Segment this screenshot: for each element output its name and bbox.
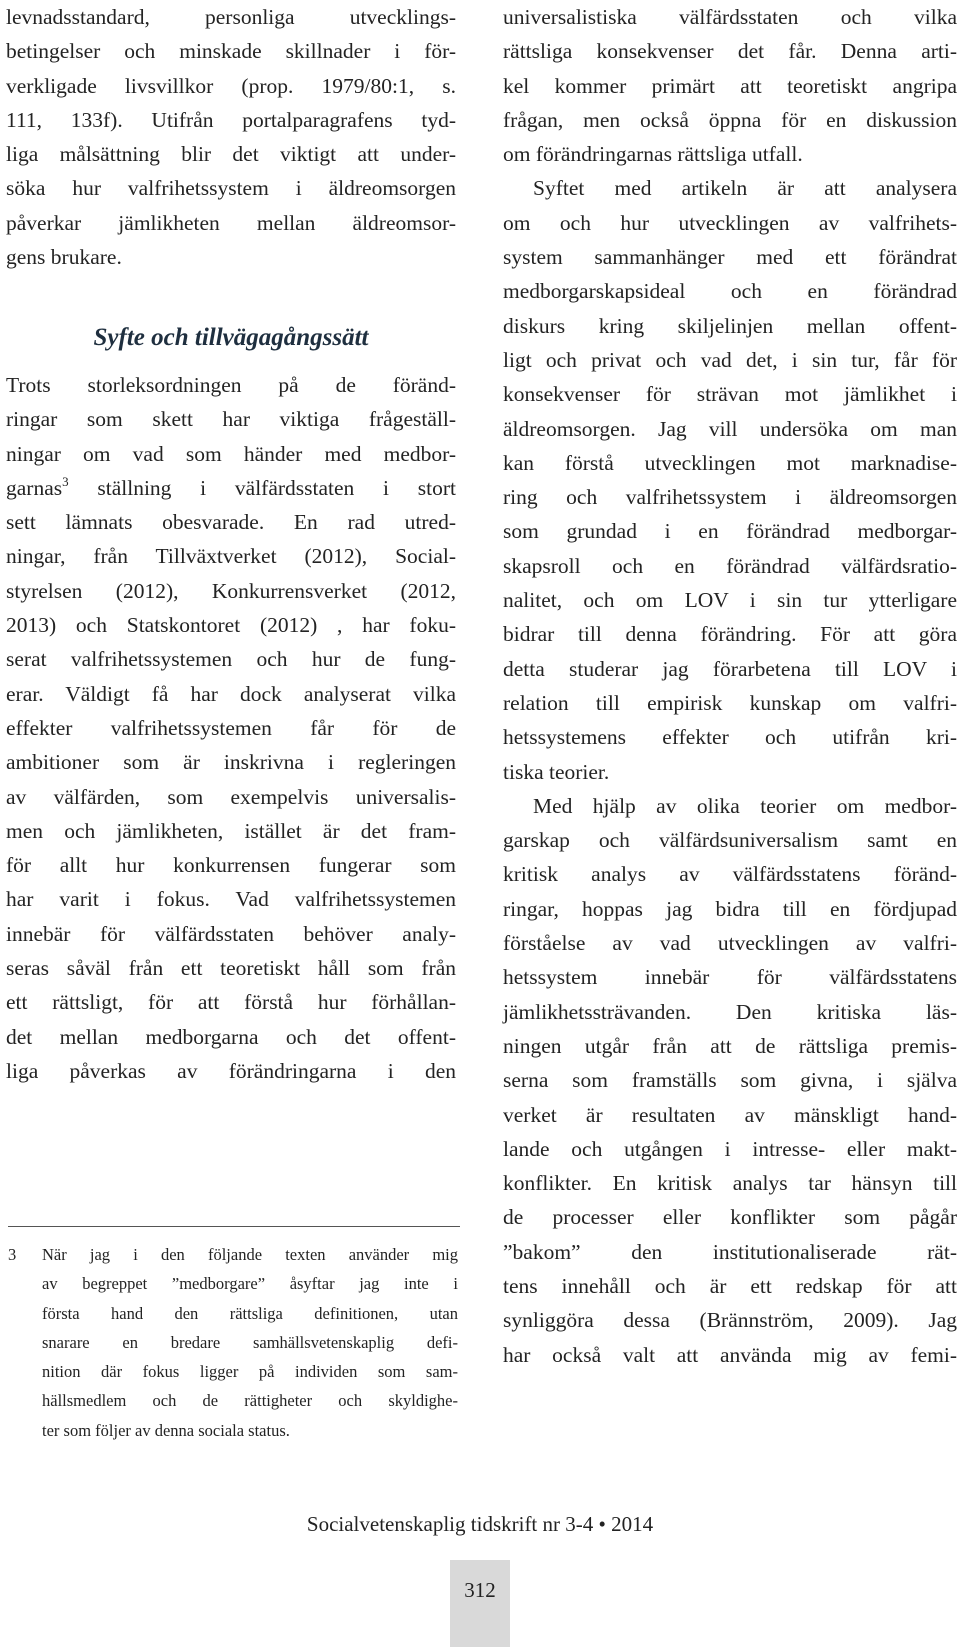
text-line: gens brukare.	[6, 245, 122, 270]
footnote-line: snarare en bredare samhällsvetenskaplig defi-	[42, 1332, 458, 1352]
text-line: ningar, från Tillväxtverket (2012), Social-	[6, 544, 456, 569]
text-line: som grundad i en förändrad medborgar-	[503, 519, 957, 544]
text-line: 111, 133f). Utifrån portalparagrafens tyd-	[6, 107, 456, 132]
text-line: universalistiska välfärdsstaten och vilka	[503, 5, 957, 29]
text-line: Med hjälp av olika teorier om medbor-	[533, 793, 957, 818]
text-line: men och jämlikheten, istället är det fram-	[6, 818, 456, 843]
footnote-line: ter som följer av denna sociala status.	[42, 1420, 290, 1440]
text-line: 2013) och Statskontoret (2012) , har foku-	[6, 613, 456, 638]
text-line: om och hur utvecklingen av valfrihets-	[503, 210, 957, 235]
text-line: seras såväl från ett teoretiskt håll som från	[6, 956, 456, 981]
text-line: hetssystemens effekter och utifrån kri-	[503, 725, 957, 750]
footnote-line: hällsmedlem och de rättigheter och skyldighe-	[42, 1391, 458, 1411]
text-line: relation till empirisk kunskap om valfri-	[503, 690, 957, 715]
text-line: effekter valfrihetssystemen får för de	[6, 715, 456, 740]
text-line: tiska teorier.	[503, 759, 610, 784]
text-line: det mellan medborgarna och det offent-	[6, 1024, 456, 1049]
footnote-number: 3	[8, 1245, 17, 1264]
footnote-line: första hand den rättsliga definitionen, utan	[42, 1303, 458, 1323]
text-line: garskap och välfärdsuniversalism samt en	[503, 828, 957, 853]
text-line: konsekvenser för strävan mot jämlikhet i	[503, 382, 957, 407]
text-line: serna som framställs som givna, i själva	[503, 1068, 957, 1093]
text-line: av välfärden, som exempelvis universalis-	[6, 784, 456, 809]
text-line: verkligade livsvillkor (prop. 1979/80:1, s.	[6, 73, 456, 98]
text-line: nalitet, och om LOV i sin tur ytterligare	[503, 588, 957, 613]
text-line: Syftet med artikeln är att analysera	[533, 176, 957, 201]
text-line: de processer eller konflikter som pågår	[503, 1205, 957, 1230]
text-line: ”bakom” den institutionaliserade rät-	[503, 1239, 957, 1264]
text-line: söka hur valfrihetssystem i äldreomsorgen	[6, 176, 456, 201]
text-line: äldreomsorgen. Jag vill undersöka om man	[503, 416, 957, 441]
text-line: detta studerar jag förarbetena till LOV i	[503, 656, 957, 681]
text-line: tens innehåll och är ett redskap för att	[503, 1273, 957, 1298]
text-line: rättsliga konsekvenser det får. Denna arti-	[503, 39, 957, 64]
text-line: kritisk analys av välfärdsstatens föränd-	[503, 862, 957, 887]
text-line: medborgarskapsideal och en förändrad	[503, 279, 957, 304]
text-line: ambitioner som är inskrivna i regleringen	[6, 750, 456, 775]
text-line: förståelse av vad utvecklingen av valfri-	[503, 931, 957, 956]
text-fragment: garnas	[6, 475, 63, 500]
text-line: verket är resultaten av mänskligt hand-	[503, 1102, 957, 1127]
text-line: liga målsättning blir det viktigt att under-	[6, 142, 456, 167]
text-line: har varit i fokus. Vad valfrihetssystemen	[6, 887, 456, 912]
left-column-second-paragraph	[6, 368, 456, 1088]
text-line: kan förstå utvecklingen mot marknadise-	[503, 450, 957, 475]
text-line: om förändringarnas rättsliga utfall.	[503, 142, 803, 167]
text-line: liga påverkas av förändringarna i den	[6, 1058, 456, 1083]
text-line: påverkar jämlikheten mellan äldreomsor-	[6, 210, 456, 235]
text-fragment: ställning i välfärdsstaten i stort	[68, 475, 456, 500]
text-line: frågan, men också öppna för en diskussion	[503, 107, 957, 132]
text-line: ningar om vad som händer med medbor-	[6, 441, 456, 466]
text-line: styrelsen (2012), Konkurrensverket (2012,	[6, 578, 456, 603]
text-line: ett rättsligt, för att förstå hur förhållan-	[6, 990, 456, 1015]
text-line: levnadsstandard, personliga utvecklings-	[6, 5, 456, 29]
text-line: kel kommer primärt att teoretiskt angripa	[503, 73, 957, 98]
section-heading: Syfte och tillvägagångssätt	[93, 324, 369, 351]
text-line: erar. Väldigt få har dock analyserat vilka	[6, 681, 456, 706]
journal-footer: Socialvetenskaplig tidskrift nr 3-4 • 2014	[306, 1512, 654, 1536]
text-line: för allt hur konkurrensen fungerar som	[6, 853, 456, 878]
text-line: synliggöra dessa (Brännström, 2009). Jag	[503, 1308, 957, 1333]
footnote-line: av begreppet ”medborgare” åsyftar jag inte i	[42, 1274, 458, 1294]
footnote-line: När jag i den följande texten använder mig	[42, 1245, 458, 1264]
text-line: ringar, hoppas jag bidra till en fördjupad	[503, 896, 957, 921]
text-line: serat valfrihetssystemen och hur de fung-	[6, 647, 456, 672]
text-line: hetssystem innebär för välfärdsstatens	[503, 965, 957, 990]
text-line: jämlikhetssträvanden. Den kritiska läs-	[503, 999, 957, 1024]
footnote-reference[interactable]: 3	[62, 473, 69, 489]
footnote-line: nition där fokus ligger på individen som sam-	[42, 1362, 458, 1382]
text-line: ningen utgår från att de rättsliga premis-	[503, 1033, 957, 1058]
text-line: konflikter. En kritisk analys tar hänsyn till	[503, 1171, 957, 1196]
text-line: innebär för välfärdsstaten behöver analy-	[6, 921, 456, 946]
text-line-with-footnote-ref	[6, 471, 456, 505]
text-line: Trots storleksordningen på de föränd-	[6, 373, 456, 397]
text-line: skapsroll och en förändrad välfärdsratio-	[503, 553, 957, 578]
text-line: lande och utgången i intresse- eller makt-	[503, 1136, 957, 1161]
left-column-top-paragraph	[6, 0, 456, 274]
page-number-box	[450, 1560, 510, 1647]
right-column	[503, 0, 957, 1372]
footnote	[8, 1240, 458, 1445]
text-line: system sammanhänger med ett förändrat	[503, 245, 957, 270]
text-line: har också valt att använda mig av femi-	[503, 1342, 957, 1367]
text-line: ringar som skett har viktiga frågeställ-	[6, 407, 456, 432]
text-line: betingelser och minskade skillnader i för-	[6, 39, 456, 64]
footnote-divider	[8, 1226, 460, 1227]
text-line: ring och valfrihetssystem i äldreomsorgen	[503, 485, 957, 510]
text-line: ligt och privat och vad det, i sin tur, får för	[503, 347, 957, 372]
text-line: diskurs kring skiljelinjen mellan offent-	[503, 313, 957, 338]
page-number: 312	[464, 1578, 496, 1602]
text-line: sett lämnats obesvarade. En rad utred-	[6, 510, 456, 535]
text-line: bidrar till denna förändring. För att göra	[503, 622, 957, 647]
